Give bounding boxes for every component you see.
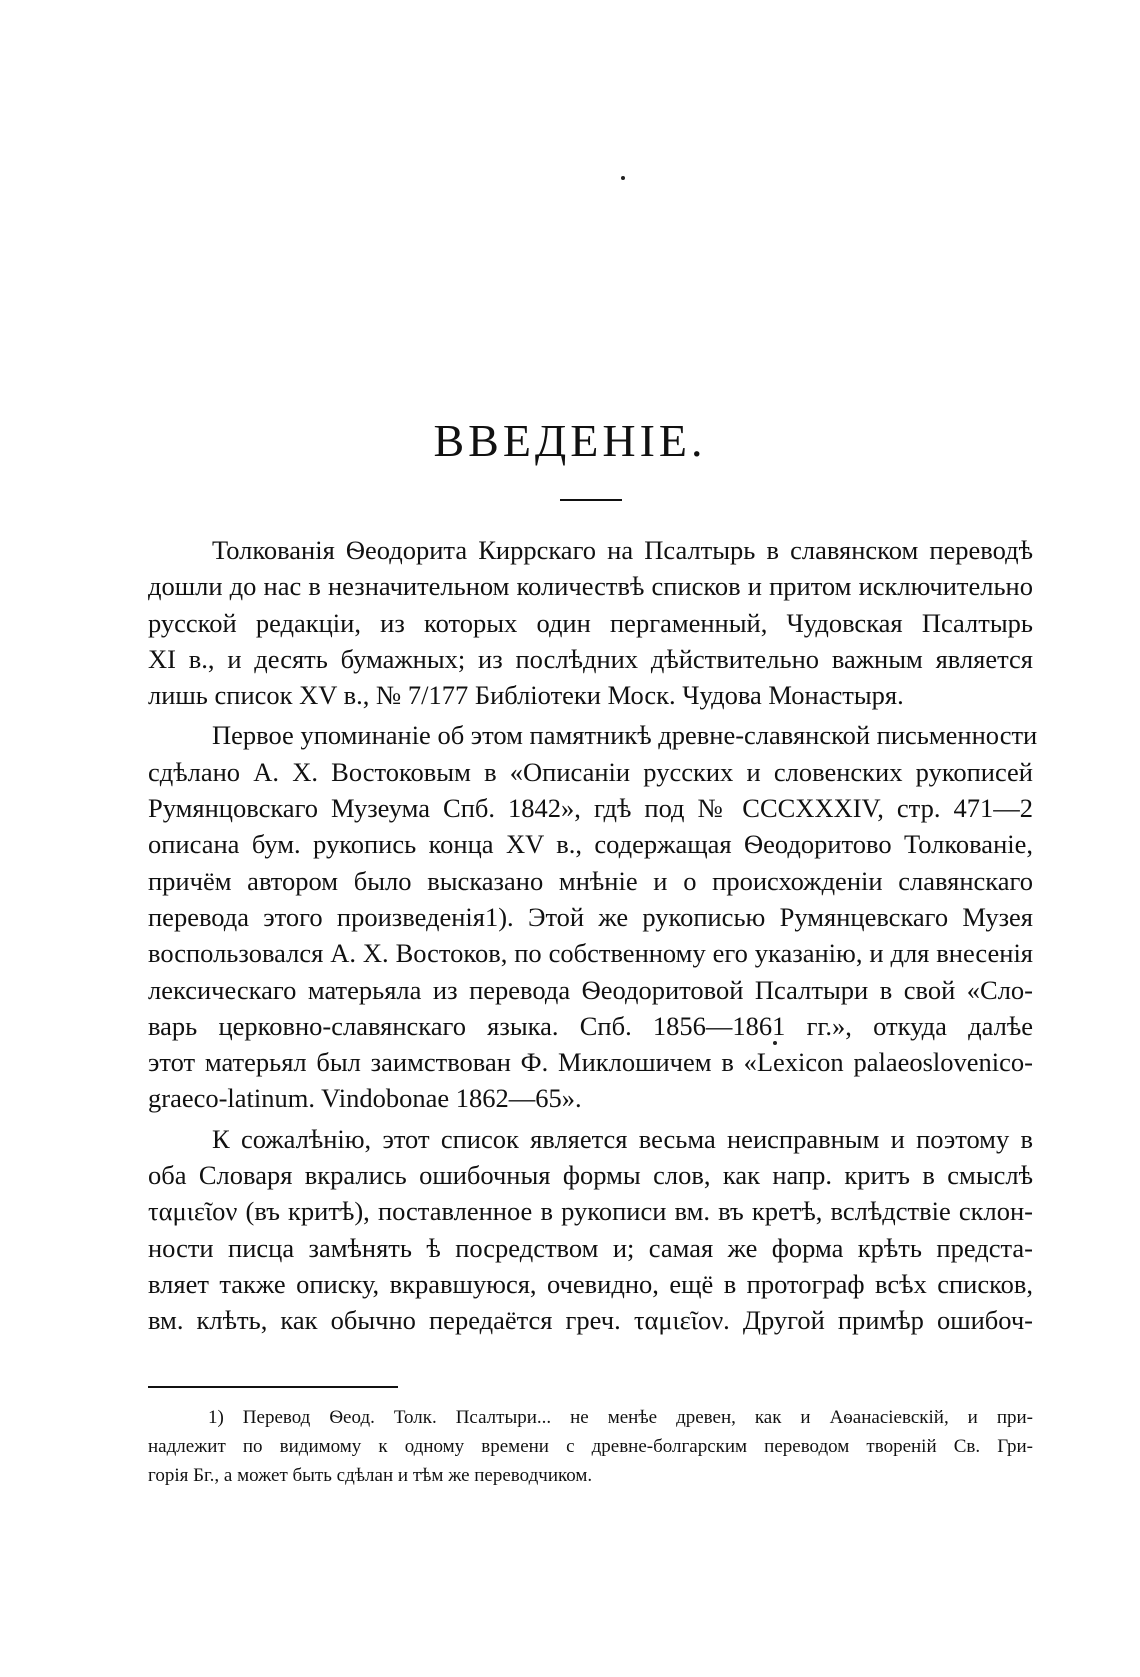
text-line: вм. клѣть, как обычно передаётся греч. ταμιεῖον. Другой примѣр ошибоч- xyxy=(148,1305,1033,1336)
print-speck xyxy=(621,176,625,180)
text-line: Толкованія Ѳеодорита Киррскаго на Псалтырь в славянском переводѣ xyxy=(212,535,1033,565)
text-line: дошли до нас в незначительном количествѣ списков и притом исключительно xyxy=(148,571,1033,602)
text-line: Румянцовскаго Музеума Спб. 1842», гдѣ под № CCCXXXIV, стр. 471—2 xyxy=(148,793,1033,824)
text-line: лишь список XV в., № 7/177 Библіотеки Моск. Чудова Монастыря. xyxy=(148,680,904,711)
text-line: русской редакціи, из которых один пергаменный, Чудовская Псалтырь xyxy=(148,607,1033,638)
text-line: описана бум. рукопись конца XV в., содержащая Ѳеодоритово Толкованіе, xyxy=(148,829,1033,860)
text-line: ности писца замѣнять ѣ посредством и; самая же форма крѣть предста- xyxy=(148,1232,1033,1263)
page-title: ВВЕДЕНІЕ. xyxy=(433,415,707,466)
text-line: этот матерьял был заимствован Ф. Миклошичем в «Lexicon palaeoslovenico- xyxy=(148,1047,1033,1078)
text-line: оба Словаря вкрались ошибочныя формы слов, как напр. критъ в смыслѣ xyxy=(148,1160,1033,1191)
text-line: сдѣлано А. Х. Востоковым в «Описаніи русских и словенских рукописей xyxy=(148,756,1033,787)
text-line: К сожалѣнію, этот список является весьма неисправным и поэтому в xyxy=(212,1123,1033,1154)
footnote-line: горія Бг., а может быть сдѣлан и тѣм же переводчиком. xyxy=(148,1465,593,1486)
text-line: варь церковно-славянскаго языка. Спб. 1856—1861 гг.», откуда далѣе xyxy=(148,1010,1033,1041)
title-rule xyxy=(560,499,622,501)
text-line: graeco-latinum. Vindobonae 1862—65». xyxy=(148,1083,582,1114)
text-line: ταμιεῖον (въ критѣ), поставленное в рукописи вм. въ кретѣ, вслѣдствіе склон- xyxy=(148,1196,1033,1227)
paragraph-2 xyxy=(148,717,1038,1116)
footnote-rule xyxy=(148,1386,398,1388)
text-line: причём автором было высказано мнѣніе и о происхожденіи славянскаго xyxy=(148,865,1033,896)
footnote-line: надлежит по видимому к одному времени с древне-болгарским переводом твореній Св. Гри- xyxy=(148,1436,1033,1457)
footnote-line: 1) Перевод Ѳеод. Толк. Псалтыри... не менѣе древен, как и Аѳанасіевскій, и при- xyxy=(208,1407,1033,1428)
text-line: Первое упоминаніе об этом памятникѣ древне-славянской письменности xyxy=(212,720,1038,751)
paragraph-3 xyxy=(148,1121,1033,1339)
text-line: XI в., и десять бумажных; из послѣдних дѣйствительно важным является xyxy=(148,643,1033,674)
text-line: лексическаго матерьяла из перевода Ѳеодоритовой Псалтыри в свой «Сло- xyxy=(148,974,1033,1005)
text-line: воспользовался А. Х. Востоков, по собственному его указанію, и для внесенія xyxy=(148,938,1033,969)
text-line: перевода этого произведенія1). Этой же рукописью Румянцевскаго Музея xyxy=(148,901,1033,932)
text-line: вляет также описку, вкравшуюся, очевидно, ещё в протограф всѣх списков, xyxy=(148,1268,1033,1299)
body-text xyxy=(148,532,1038,1343)
footnote xyxy=(148,1403,1033,1490)
paragraph-1 xyxy=(148,532,1033,713)
